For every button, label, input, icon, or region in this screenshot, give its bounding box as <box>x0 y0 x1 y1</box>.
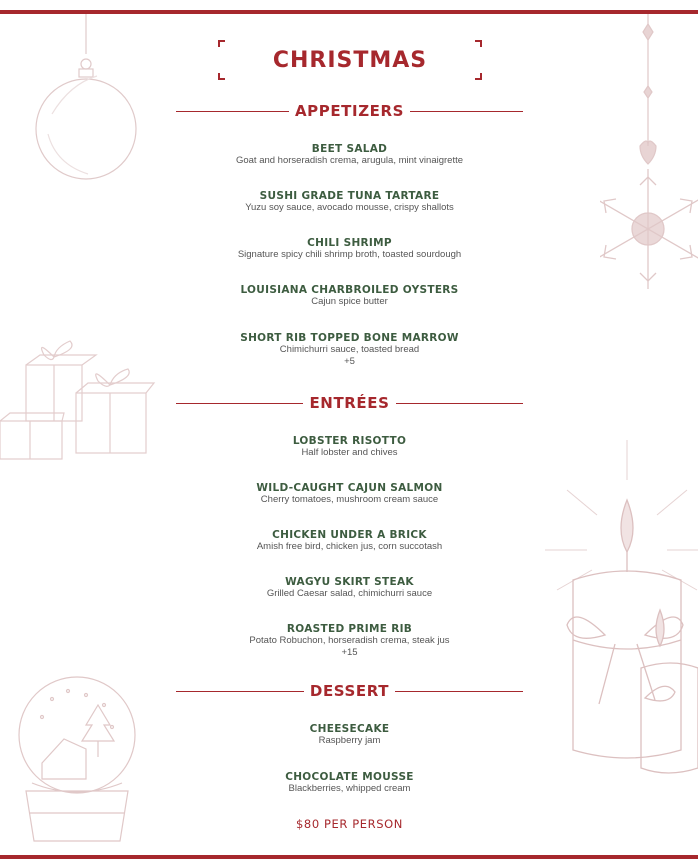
frame-corner-bottom-left <box>218 73 225 80</box>
menu-item <box>176 529 523 553</box>
menu-item <box>176 482 523 506</box>
section-label: DESSERT <box>309 682 390 700</box>
menu-item-description: Signature spicy chili shrimp broth, toasted sourdough <box>237 249 462 260</box>
menu-item <box>176 435 523 459</box>
menu-item-description: Blackberries, whipped cream <box>288 783 411 794</box>
menu-item <box>176 771 523 795</box>
frame-corner-bottom-right <box>475 73 482 80</box>
menu-item <box>176 237 523 261</box>
menu-item-description: Grilled Caesar salad, chimichurri sauce <box>266 588 433 599</box>
menu-item-surcharge: +5 <box>344 356 355 367</box>
menu-item-name: SUSHI GRADE TUNA TARTARE <box>259 190 440 202</box>
divider-line <box>176 111 289 112</box>
page-title: CHRISTMAS <box>272 48 428 73</box>
divider-line <box>395 691 523 692</box>
section-label: APPETIZERS <box>294 102 405 120</box>
ornament-icon <box>30 14 142 194</box>
divider-line <box>176 691 304 692</box>
section-label: ENTRÉES <box>309 394 390 412</box>
menu-item <box>176 623 523 659</box>
menu-item <box>176 284 523 308</box>
menu-item-name: LOUISIANA CHARBROILED OYSTERS <box>240 284 459 296</box>
title-frame <box>218 40 482 80</box>
menu-item <box>176 332 523 368</box>
menu-item-name: WILD-CAUGHT CAJUN SALMON <box>256 482 443 494</box>
menu-item <box>176 576 523 600</box>
section-heading-entrees <box>176 392 523 414</box>
divider-line <box>410 111 523 112</box>
menu-item-name: CHEESECAKE <box>309 723 390 735</box>
menu-item-name: CHOCOLATE MOUSSE <box>285 771 414 783</box>
menu-item-name: BEET SALAD <box>311 143 388 155</box>
bottom-border <box>0 855 698 859</box>
menu-item-description: Half lobster and chives <box>301 447 398 458</box>
price-per-person: $80 PER PERSON <box>296 817 403 831</box>
menu-item-description: Raspberry jam <box>318 735 381 746</box>
menu-item-name: CHICKEN UNDER A BRICK <box>272 529 427 541</box>
menu-item-description: Cajun spice butter <box>311 296 388 307</box>
frame-corner-top-right <box>475 40 482 47</box>
menu-item <box>176 723 523 747</box>
snowflake-icon <box>600 14 698 294</box>
menu-item-name: CHILI SHRIMP <box>307 237 392 249</box>
divider-line <box>176 403 303 404</box>
menu-item-description: Goat and horseradish crema, arugula, mint vinaigrette <box>235 155 464 166</box>
divider-line <box>396 403 523 404</box>
snow-globe-icon <box>12 665 142 855</box>
menu-item-name: SHORT RIB TOPPED BONE MARROW <box>240 332 459 344</box>
menu-item-name: WAGYU SKIRT STEAK <box>285 576 414 588</box>
frame-corner-top-left <box>218 40 225 47</box>
menu-item <box>176 190 523 214</box>
menu-item-description: Amish free bird, chicken jus, corn succotash <box>256 541 443 552</box>
menu-item-surcharge: +15 <box>341 647 358 658</box>
menu-item-description: Yuzu soy sauce, avocado mousse, crispy shallots <box>245 202 454 213</box>
menu-item-description: Potato Robuchon, horseradish crema, steak jus <box>249 635 450 646</box>
menu-item-name: ROASTED PRIME RIB <box>286 623 413 635</box>
menu-item-description: Chimichurri sauce, toasted bread <box>279 344 420 355</box>
gift-boxes-icon <box>0 335 160 465</box>
menu-item-description: Cherry tomatoes, mushroom cream sauce <box>260 494 439 505</box>
section-heading-dessert <box>176 680 523 702</box>
menu-item-name: LOBSTER RISOTTO <box>292 435 407 447</box>
section-heading-appetizers <box>176 100 523 122</box>
candles-icon <box>545 430 698 775</box>
menu-item <box>176 143 523 167</box>
